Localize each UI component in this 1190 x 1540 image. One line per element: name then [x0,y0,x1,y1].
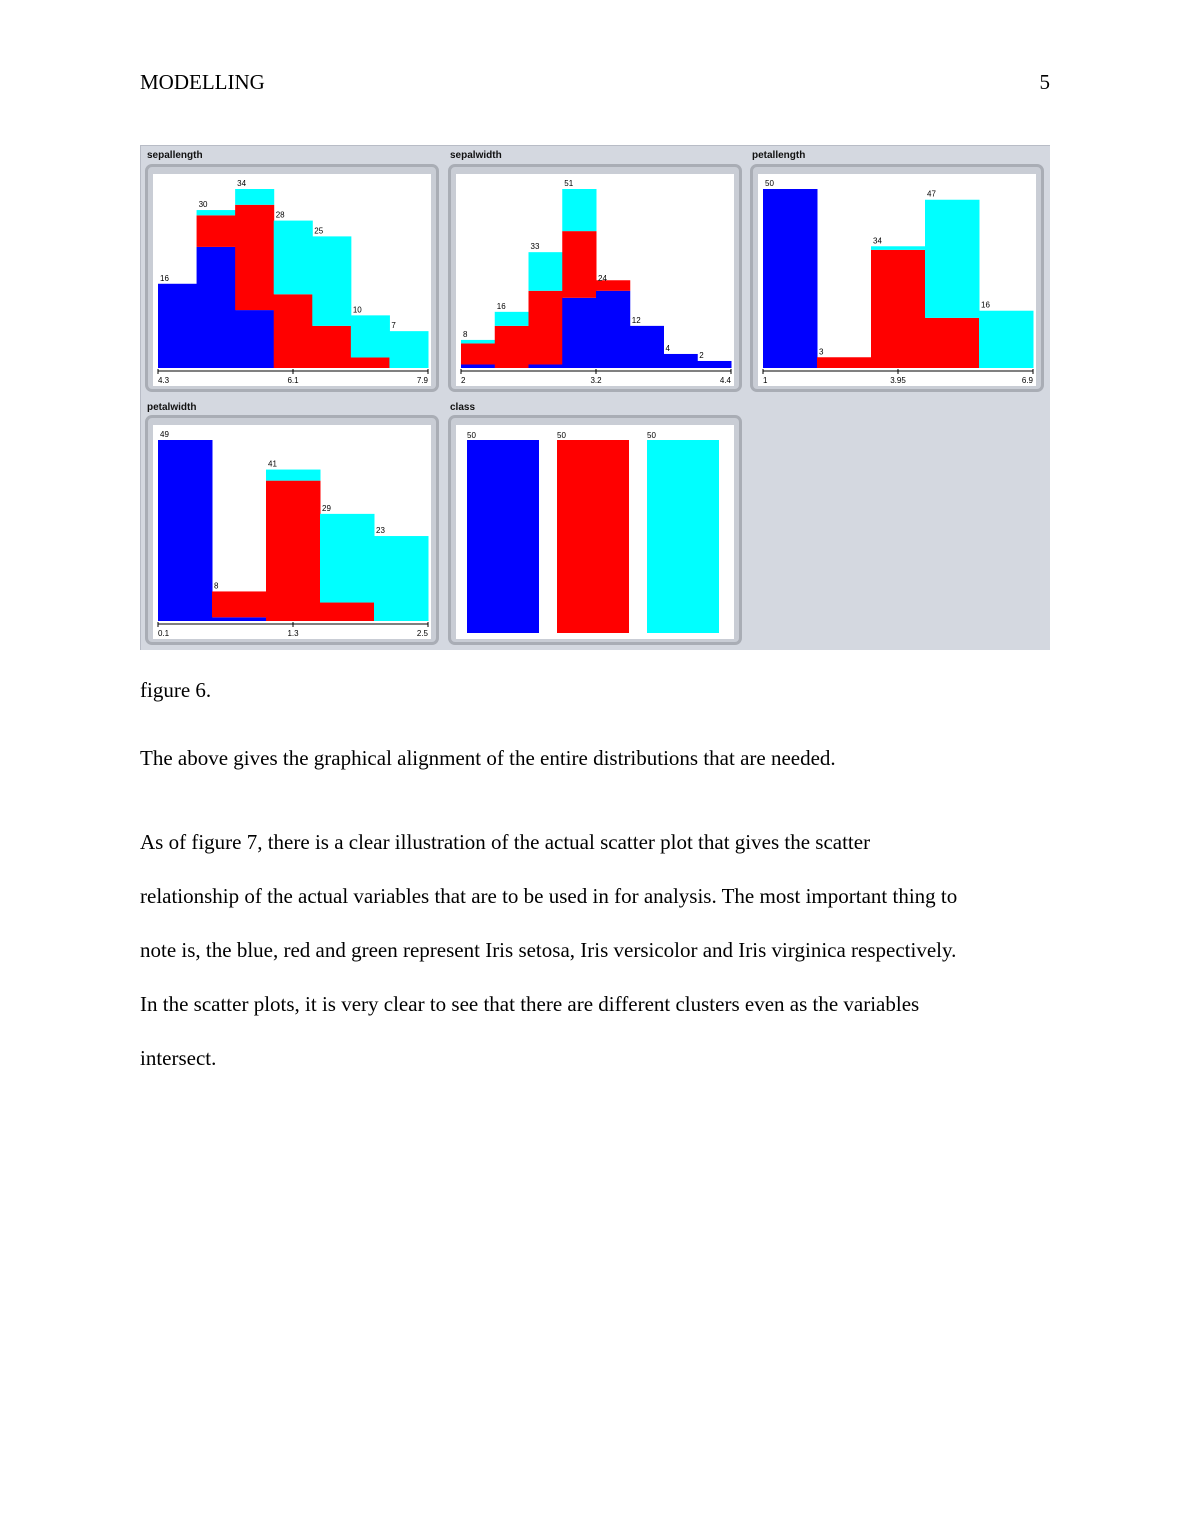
bar-class-0 [467,440,539,633]
bar-segment [312,236,351,326]
bar-label: 4 [665,343,670,353]
x-tick-label: 1 [763,376,768,385]
bar-segment [266,481,321,621]
chart-title-class: class [450,402,476,413]
chart-panel-petallength [750,164,1044,392]
bar-class-1 [557,440,629,633]
x-tick-label: 1.3 [287,629,299,638]
bar-label: 7 [391,321,396,331]
bar-segment [389,331,428,368]
bar-segment [596,291,630,368]
bar-segment [274,221,313,295]
bar-label: 41 [268,459,277,469]
bar-segment [697,361,731,368]
bar-segment [158,440,213,621]
page-number: 5 [1039,70,1050,94]
chart-title-petallength: petallength [752,150,806,161]
x-tick-label: 3.2 [590,376,602,385]
bar-segment [461,343,495,364]
bar-segment [562,189,596,231]
bar-segment [562,231,596,298]
bar-label: 51 [564,179,574,188]
bar-segment [197,210,236,215]
bar-label: 8 [463,329,468,339]
bar-label: 33 [530,242,540,252]
x-tick-label: 4.3 [158,376,170,385]
bar-segment [235,310,274,368]
bar-segment [212,617,267,621]
chart-panel-petalwidth [145,415,439,645]
bar-label: 47 [927,189,936,199]
bar-segment [871,246,926,250]
bar-label: 50 [467,431,476,440]
bar-segment [197,247,236,368]
bar-segment [312,326,351,368]
paragraph-line: note is, the blue, red and green represent Iris setosa, Iris versicolor and Iris virginica respectively. [140,938,957,962]
bar-segment [529,252,563,291]
bar-segment [235,189,274,205]
bar-segment [925,200,980,318]
histogram-sepalwidth [456,174,734,386]
x-tick-label: 7.9 [416,376,428,385]
bar-segment [495,326,529,368]
bar-segment [274,294,313,368]
paragraph-line: As of figure 7, there is a clear illustration of the actual scatter plot that gives the scatter [140,830,871,854]
bar-label: 50 [765,179,774,188]
bar-segment [529,364,563,368]
bar-segment [158,284,197,368]
bar-label: 23 [376,526,385,536]
paragraph-line: intersect. [140,1046,217,1070]
bar-label: 16 [160,273,169,283]
bar-label: 50 [647,431,656,440]
bar-segment [925,318,980,368]
bar-segment [197,215,236,247]
bar-label: 28 [275,210,285,220]
bar-segment [320,603,375,621]
bar-segment [871,250,926,368]
chart-title-sepallength: sepallength [147,150,203,161]
histogram-sepallength [153,174,431,386]
bar-label: 30 [198,200,208,210]
bar-segment [630,326,664,368]
bar-segment [529,291,563,365]
bar-segment [212,591,267,617]
bar-class-2 [647,440,719,633]
chart-title-petalwidth: petalwidth [147,402,197,413]
bar-label: 12 [631,315,641,325]
bar-segment [235,205,274,310]
x-tick-label: 6.1 [287,376,299,385]
bar-segment [461,340,495,344]
bar-segment [763,189,818,368]
bar-label: 50 [557,431,566,440]
bar-label: 49 [160,430,169,439]
x-tick-label: 2.5 [416,629,428,638]
bar-segment [351,357,390,368]
bar-label: 34 [873,236,882,246]
bar-segment [461,364,495,368]
histogram-petalwidth [153,425,431,639]
chart-title-sepalwidth: sepalwidth [450,150,502,161]
x-tick-label: 3.95 [890,376,906,385]
paragraph: The above gives the graphical alignment of the entire distributions that are needed. [140,746,836,770]
paragraph-line: In the scatter plots, it is very clear to see that there are different clusters even as the variables [140,992,920,1016]
bar-segment [495,312,529,326]
bar-label: 8 [214,581,219,591]
bar-segment [817,357,872,368]
histogram-petallength [758,174,1036,386]
bar-segment [374,536,429,621]
chart-panel-class [448,415,742,645]
histogram-class [456,425,734,639]
bar-label: 3 [819,347,824,357]
bar-segment [979,311,1034,368]
bar-segment [266,470,321,481]
paragraph-2 [140,815,1060,1085]
bar-label: 16 [496,301,506,311]
bar-label: 16 [981,300,990,310]
bar-label: 25 [314,226,324,236]
bar-segment [351,315,390,357]
chart-panel-sepalwidth [448,164,742,392]
paragraph-line: relationship of the actual variables that are to be used in for analysis. The most important thing to [140,884,958,908]
bar-label: 24 [598,273,607,283]
x-tick-label: 0.1 [158,629,170,638]
running-head: MODELLING [140,70,265,94]
bar-label: 2 [699,350,704,360]
x-tick-label: 6.9 [1021,376,1033,385]
histogram-figure [140,145,1050,650]
bar-label: 10 [352,305,362,315]
bar-label: 34 [237,179,247,188]
x-tick-label: 2 [461,376,466,385]
bar-segment [320,514,375,603]
bar-segment [562,298,596,368]
chart-panel-sepallength [145,164,439,392]
bar-label: 29 [322,503,331,513]
figure-caption: figure 6. [140,678,212,702]
x-tick-label: 4.4 [719,376,731,385]
bar-segment [664,354,698,368]
